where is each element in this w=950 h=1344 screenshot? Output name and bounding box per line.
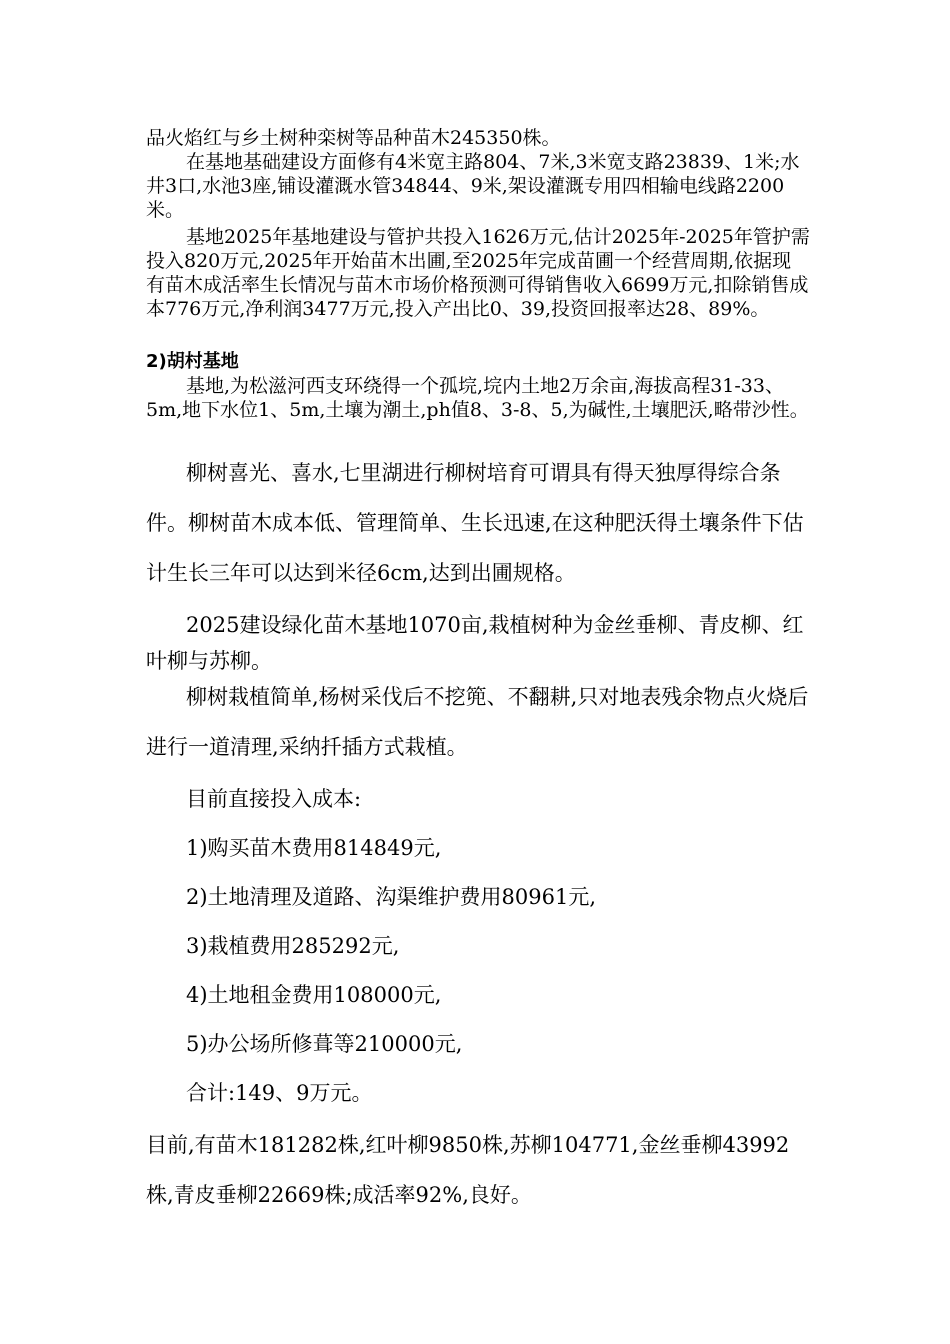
cost-item: 4)土地租金费用108000元,: [186, 983, 442, 1007]
paragraph-investment: 基地2025年基地建设与管护共投入1626万元,估计2025年-2025年管护需投入820万元,2025年开始苗木出圃,至2025年完成苗圃一个经营周期,依据现有苗木成活率生长情况与苗木市场价格预测可得销售收入6699万元,扣除销售成本776万元,净利润3477万元,投入产出比0、39,投资回报率达28、89%。: [146, 226, 810, 320]
cost-item: 2)土地清理及道路、沟渠维护费用80961元,: [186, 885, 597, 909]
paragraph-infrastructure: 在基地基础建设方面修有4米宽主路804、7米,3米宽支路23839、1米;水井3口,水池3座,铺设灌溉水管34844、9米,架设灌溉专用四相输电线路2200米。: [146, 151, 800, 221]
paragraph-planting-method: 柳树栽植简单,杨树采伐后不挖篼、不翻耕,只对地表残余物点火烧后进行一道清理,采纳扦插方式栽植。: [146, 685, 809, 759]
cost-total: 合计:149、9万元。: [186, 1081, 373, 1105]
paragraph-willow-conditions: 柳树喜光、喜水,七里湖进行柳树培育可谓具有得天独厚得综合条件。柳树苗木成本低、管理简单、生长迅速,在这种肥沃得土壤条件下估计生长三年可以达到米径6cm,达到出圃规格。: [146, 461, 804, 585]
cost-title: 目前直接投入成本:: [186, 787, 362, 811]
cost-item: 1)购买苗木费用814849元,: [186, 836, 442, 860]
section-heading-hucun-base: 2)胡村基地: [146, 351, 239, 372]
cost-item: 3)栽植费用285292元,: [186, 934, 400, 958]
cost-item: 5)办公场所修葺等210000元,: [186, 1032, 463, 1056]
paragraph-seedling-varieties: 品火焰红与乡土树种栾树等品种苗木245350株。: [146, 127, 561, 149]
paragraph-base-description: 基地,为松滋河西支环绕得一个孤垸,垸内土地2万余亩,海拔高程31-33、5m,地下水位1、5m,土壤为潮土,ph值8、3-8、5,为碱性,土壤肥沃,略带沙性。: [146, 375, 809, 421]
paragraph-current-seedlings: 目前,有苗木181282株,红叶柳9850株,苏柳104771,金丝垂柳43992株,青皮垂柳22669株;成活率92%,良好。: [146, 1133, 790, 1207]
paragraph-2025-construction: 2025建设绿化苗木基地1070亩,栽植树种为金丝垂柳、青皮柳、红叶柳与苏柳。: [146, 613, 804, 673]
